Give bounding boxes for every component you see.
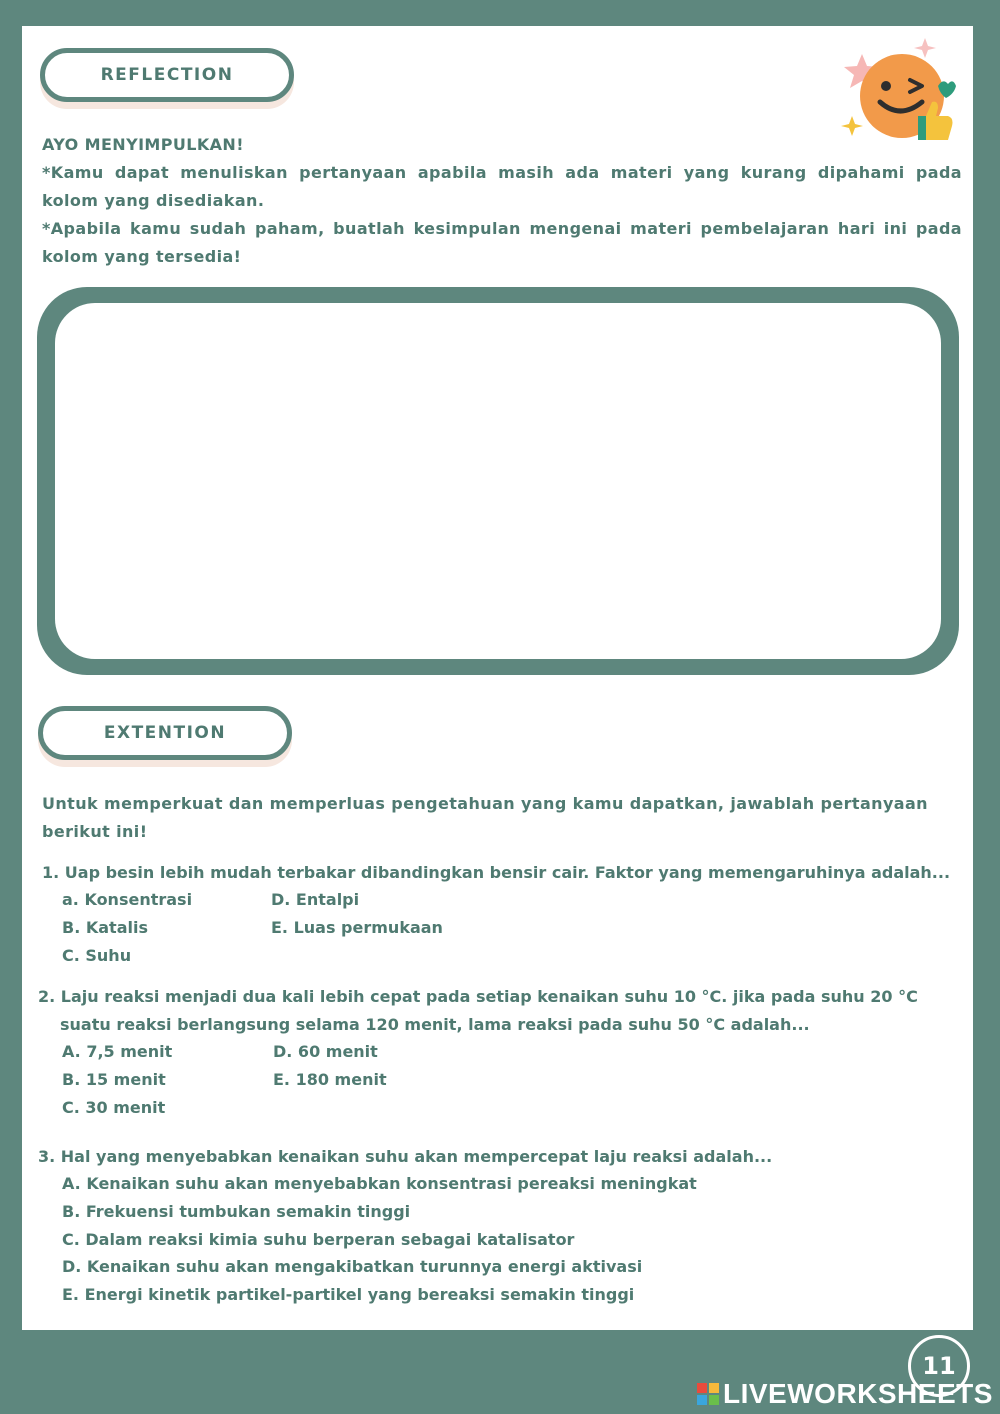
question-2-option-c[interactable]: C. 30 menit bbox=[62, 1098, 166, 1117]
reflection-answer-box bbox=[37, 287, 959, 675]
liveworksheets-logo-icon bbox=[697, 1383, 719, 1405]
reflection-instruction-1: *Kamu dapat menuliskan pertanyaan apabila masih ada materi yang kurang dipahami pada kolom yang disediakan. bbox=[42, 163, 962, 210]
question-1-text: 1. Uap besin lebih mudah terbakar dibandingkan bensir cair. Faktor yang memengaruhinya adalah... bbox=[42, 863, 951, 882]
question-2-text-span: 2. Laju reaksi menjadi dua kali lebih cepat pada setiap kenaikan suhu 10 °C. jika pada suhu 20 °C suatu reaksi berlangsung selama 120 menit, lama reaksi pada suhu 50 °C adalah... bbox=[38, 987, 918, 1034]
question-1-option-d[interactable]: D. Entalpi bbox=[271, 890, 360, 909]
extention-intro: Untuk memperkuat dan memperluas pengetahuan yang kamu dapatkan, jawablah pertanyaan berikut ini! bbox=[42, 794, 928, 841]
question-3-option-a[interactable]: A. Kenaikan suhu akan menyebabkan konsentrasi pereaksi meningkat bbox=[62, 1174, 697, 1193]
question-2-text bbox=[38, 983, 953, 1039]
question-3-option-e[interactable]: E. Energi kinetik partikel-partikel yang bereaksi semakin tinggi bbox=[62, 1285, 635, 1304]
question-3-text: 3. Hal yang menyebabkan kenaikan suhu akan mempercepat laju reaksi adalah... bbox=[38, 1147, 773, 1166]
reflection-label-text: REFLECTION bbox=[100, 65, 234, 85]
question-1-option-b[interactable]: B. Katalis bbox=[62, 918, 148, 937]
question-1-option-a[interactable]: a. Konsentrasi bbox=[62, 890, 193, 909]
extention-label-text: EXTENTION bbox=[103, 723, 227, 743]
page-number-text: 11 bbox=[922, 1352, 956, 1380]
question-2-option-a[interactable]: A. 7,5 menit bbox=[62, 1042, 173, 1061]
reflection-instruction-2: *Apabila kamu sudah paham, buatlah kesimpulan mengenai materi pembelajaran hari ini pada kolom yang tersedia! bbox=[42, 219, 962, 266]
liveworksheets-logo bbox=[697, 1378, 993, 1410]
reflection-label bbox=[40, 48, 294, 102]
worksheet-page bbox=[22, 26, 973, 1330]
question-3-option-b[interactable]: B. Frekuensi tumbukan semakin tinggi bbox=[62, 1202, 411, 1221]
reflection-heading: AYO MENYIMPULKAN! bbox=[42, 135, 244, 154]
winking-smiley-thumbs-up-icon bbox=[830, 36, 960, 144]
question-2-option-b[interactable]: B. 15 menit bbox=[62, 1070, 166, 1089]
question-2-option-d[interactable]: D. 60 menit bbox=[273, 1042, 378, 1061]
question-3-option-d[interactable]: D. Kenaikan suhu akan mengakibatkan turunnya energi aktivasi bbox=[62, 1257, 643, 1276]
reflection-answer-area[interactable] bbox=[55, 303, 941, 659]
extention-label bbox=[38, 706, 292, 760]
question-3-option-c[interactable]: C. Dalam reaksi kimia suhu berperan sebagai katalisator bbox=[62, 1230, 575, 1249]
question-1-option-c[interactable]: C. Suhu bbox=[62, 946, 132, 965]
liveworksheets-brand-text: LIVEWORKSHEETS bbox=[723, 1378, 993, 1409]
question-1-option-e[interactable]: E. Luas permukaan bbox=[271, 918, 443, 937]
question-2-option-e[interactable]: E. 180 menit bbox=[273, 1070, 387, 1089]
